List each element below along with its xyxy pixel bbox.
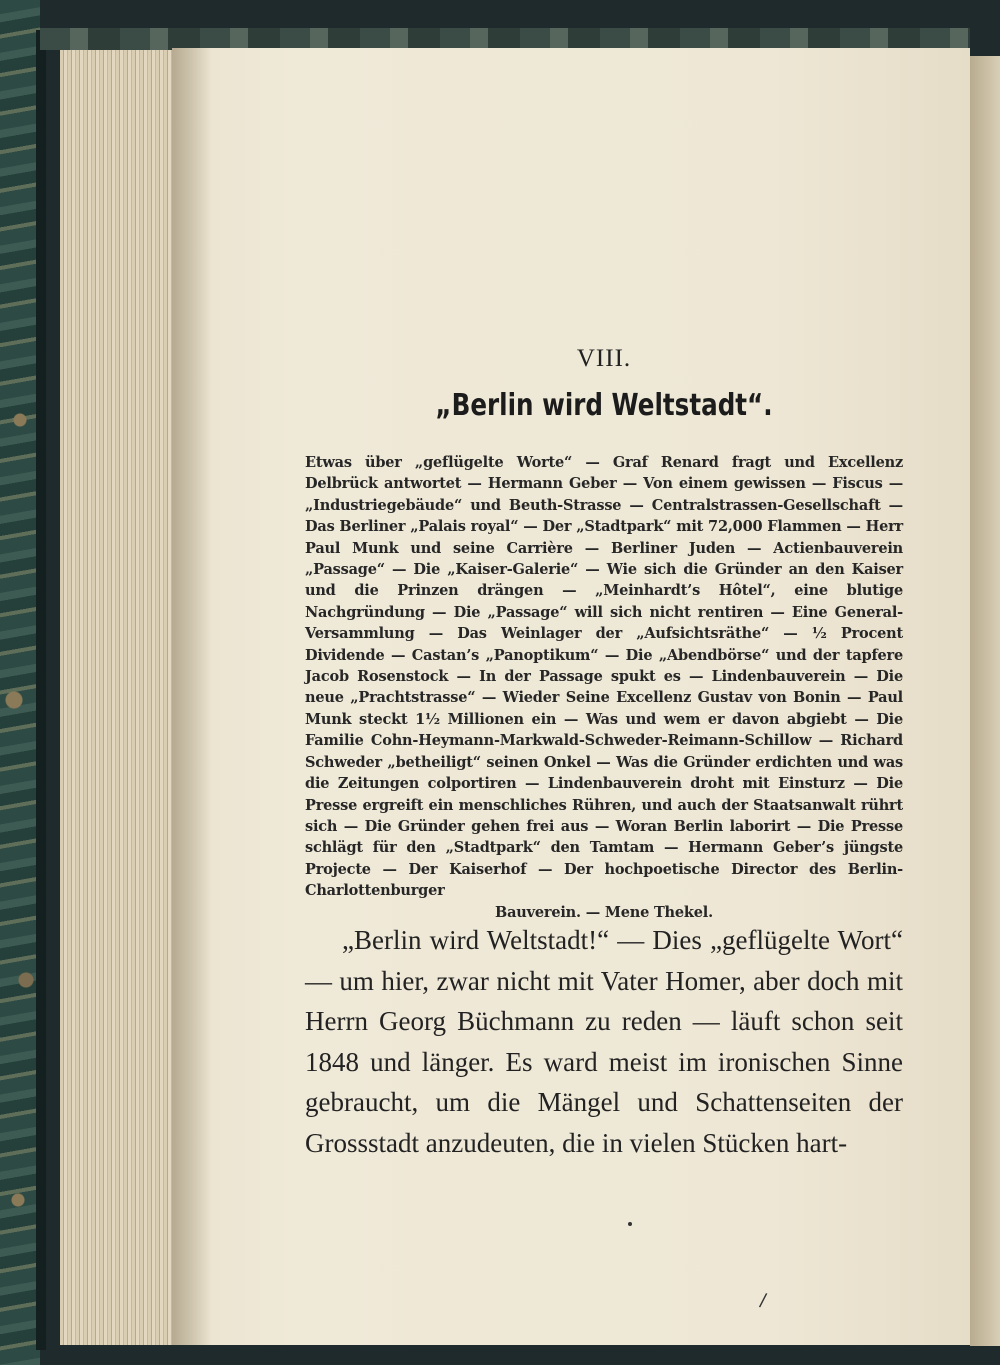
body-paragraph: „Berlin wird Weltstadt!“ — Dies „geflügelte Wort“ — um hier, zwar nicht mit Vater Homer, aber doch mit Herrn Georg Büchmann zu reden — läuft schon seit 1848 und länger. Es ward meist im ironischen Sinne gebraucht, um die Mängel und Schattenseiten der Grossstadt anzudeuten, die in vielen Stücken hart-: [305, 925, 903, 1158]
marbled-cover: [0, 0, 40, 1365]
body-text: [305, 920, 903, 1164]
gutter-shadow: [172, 48, 212, 1345]
summary-text: Etwas über „geflügelte Worte“ — Graf Renard fragt und Excellenz Delbrück antwortet — Hermann Geber — Von einem gewissen — Fiscus — „Industriegebäude“ und Beuth-Strasse — Centralstrassen-Gesellschaft — Das Berliner „Palais royal“ — Der „Stadtpark“ mit 72,000 Flammen — Herr Paul Munk und seine Carrière — Berliner Juden — Actienbauverein „Passage“ — Die „Kaiser-Galerie“ — Wie sich die Gründer an den Kaiser und die Prinzen drängen — „Meinhardt’s Hôtel“, eine blutige Nachgründung — Die „Passage“ will sich nicht rentiren — Eine General-Versammlung — Das Weinlager der „Aufsichtsräthe“ — ½ Procent Dividende — Castan’s „Panoptikum“ — Die „Abendbörse“ und der tapfere Jacob Rosenstock — In der Passage spukt es — Lindenbauverein — Die neue „Prachtstrasse“ — Wieder Seine Excellenz Gustav von Bonin — Paul Munk steckt 1½ Millionen ein — Was und wem er davon abgiebt — Die Familie Cohn-Heymann-Markwald-Schweder-Reimann-Schillow — Richard Schweder „betheiligt“ seinen Onkel — Was die Gründer erdichten und was die Zeitungen colportiren — Lindenbauverein droht mit Einsturz — Die Presse ergreift ein menschliches Rühren, und auch der Staatsanwalt rührt sich — Die Gründer gehen frei aus — Woran Berlin laborirt — Die Presse schlägt für den „Stadtpark“ den Tamtam — Hermann Geber’s jüngste Projecte — Der Kaiserhof — Der hochpoetische Director des Berlin-Charlottenburger: [305, 454, 903, 900]
chapter-summary: [305, 452, 903, 923]
cover-edge: [36, 30, 46, 1350]
facing-page-edge: [970, 56, 1000, 1346]
page-stack-edge: [60, 50, 175, 1345]
ink-dot: [628, 1222, 632, 1226]
margin-mark: /: [758, 1289, 768, 1312]
summary-last-line: Bauverein. — Mene Thekel.: [495, 903, 713, 921]
binding-strip: [40, 28, 970, 50]
chapter-number: VIII.: [576, 345, 632, 372]
chapter-title: „Berlin wird Weltstadt“.: [435, 388, 773, 423]
